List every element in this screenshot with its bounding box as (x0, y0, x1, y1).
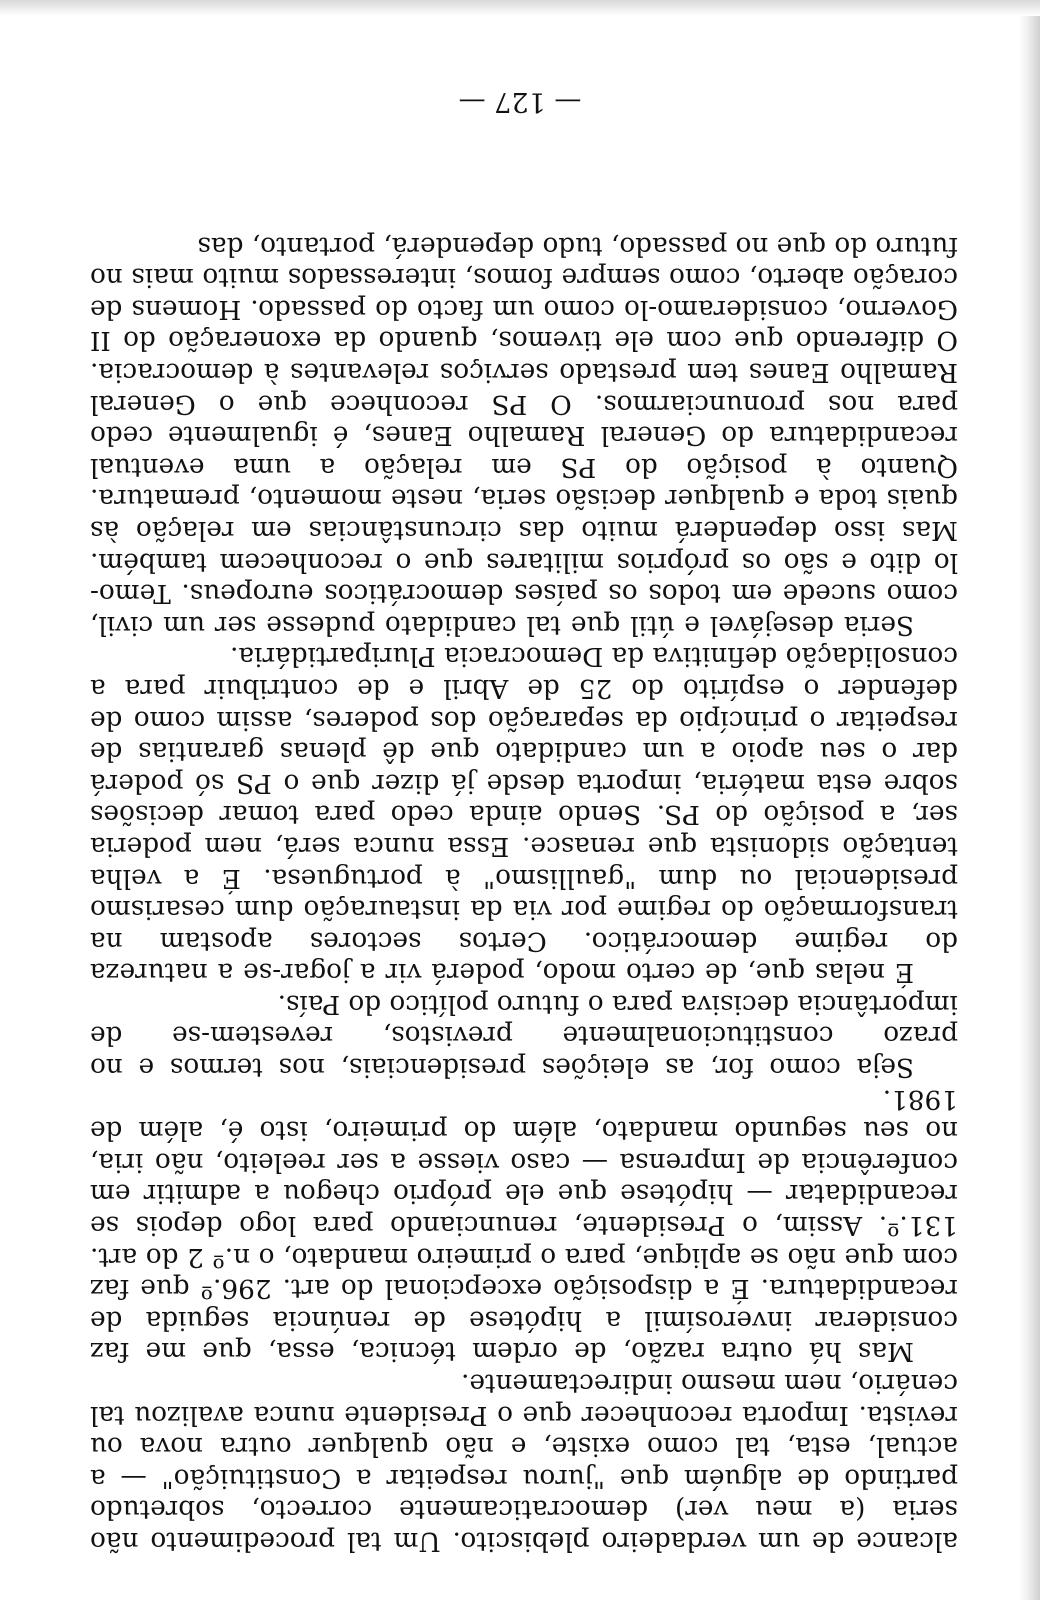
paragraph-3: Seja como for, as eleições presidenciais, nos termos e no prazo constitucionalmente previstos, revestem-se de importância decisiva para o futuro político do País. (90, 988, 958, 1083)
scan-shadow-top (0, 0, 1040, 16)
scan-shadow-left (1018, 0, 1040, 1600)
paragraph-2: Mas há outra razão, de ordem técnica, essa, que me faz considerar inverosímil a hipótese de renúncia seguida de recandidatura. É a disposição excepcional do art. 296.º que faz com que não se aplique, para o primeiro mandato, o n.º 2 do art. 131.º. Assim, o Presidente, renunciando para logo depois se recandidatar — hipótese que ele próprio chegou a admitir em conferência de Imprensa — caso viesse a ser reeleito, não iria, no seu segundo mandato, além do primeiro, isto é, além de 1981. (90, 1083, 958, 1367)
body-text (90, 229, 958, 1556)
paragraph-4: É nelas que, de certo modo, poderá vir a jogar-se a natureza do regime democrático. Certos sectores apostam na transformação do regime por via da instauração dum cesarismo presidencial ou dum "gaullismo" à portuguesa. É a velha tentação sidonista que renasce. Essa nunca será, nem poderia ser, a posição do PS. Sendo ainda cedo para tomar decisões sobre esta matéria, importa desde já dizer que o PS só poderá dar o seu apoio a um candidato que dê plenas garantias de respeitar o princípio da separação dos poderes, assim como de defender o espírito do 25 de Abril e de contribuir para a consolidação definitiva da Democracia Pluripartidária. (90, 641, 958, 988)
page-number: — 127 — (458, 86, 582, 117)
paragraph-1: alcance de um verdadeiro plebiscito. Um tal procedimento não seria (a meu ver) democraticamente correcto, sobretudo partindo de alguém que "jurou respeitar a Constituição" — a actual, esta, tal como existe, e não qualquer outra nova ou revista. Importa reconhecer que o Presidente nunca avalizou tal cenário, nem mesmo indirectamente. (90, 1368, 958, 1556)
paragraph-5: Seria desejável e útil que tal candidato pudesse ser um civil, como sucede em todos os países democráticos europeus. Temo-lo dito e são os próprios militares que o reconhecem também. Mas isso dependerá muito das circunstâncias em relação às quais toda e qualquer decisão seria, neste momento, prematura. Quanto à posição do PS em relação a uma eventual recandidatura do General Ramalho Eanes, é igualmente cedo para nos pronunciarmos. O PS reconhece que o General Ramalho Eanes tem prestado serviços relevantes à democracia. O diferendo que com ele tivemos, quando da exoneração do II Governo, consideramo-lo como um facto do passado. Homens de coração aberto, como sempre fomos, interessados muito mais no futuro do que no passado, tudo dependerá, portanto, das (90, 230, 958, 640)
